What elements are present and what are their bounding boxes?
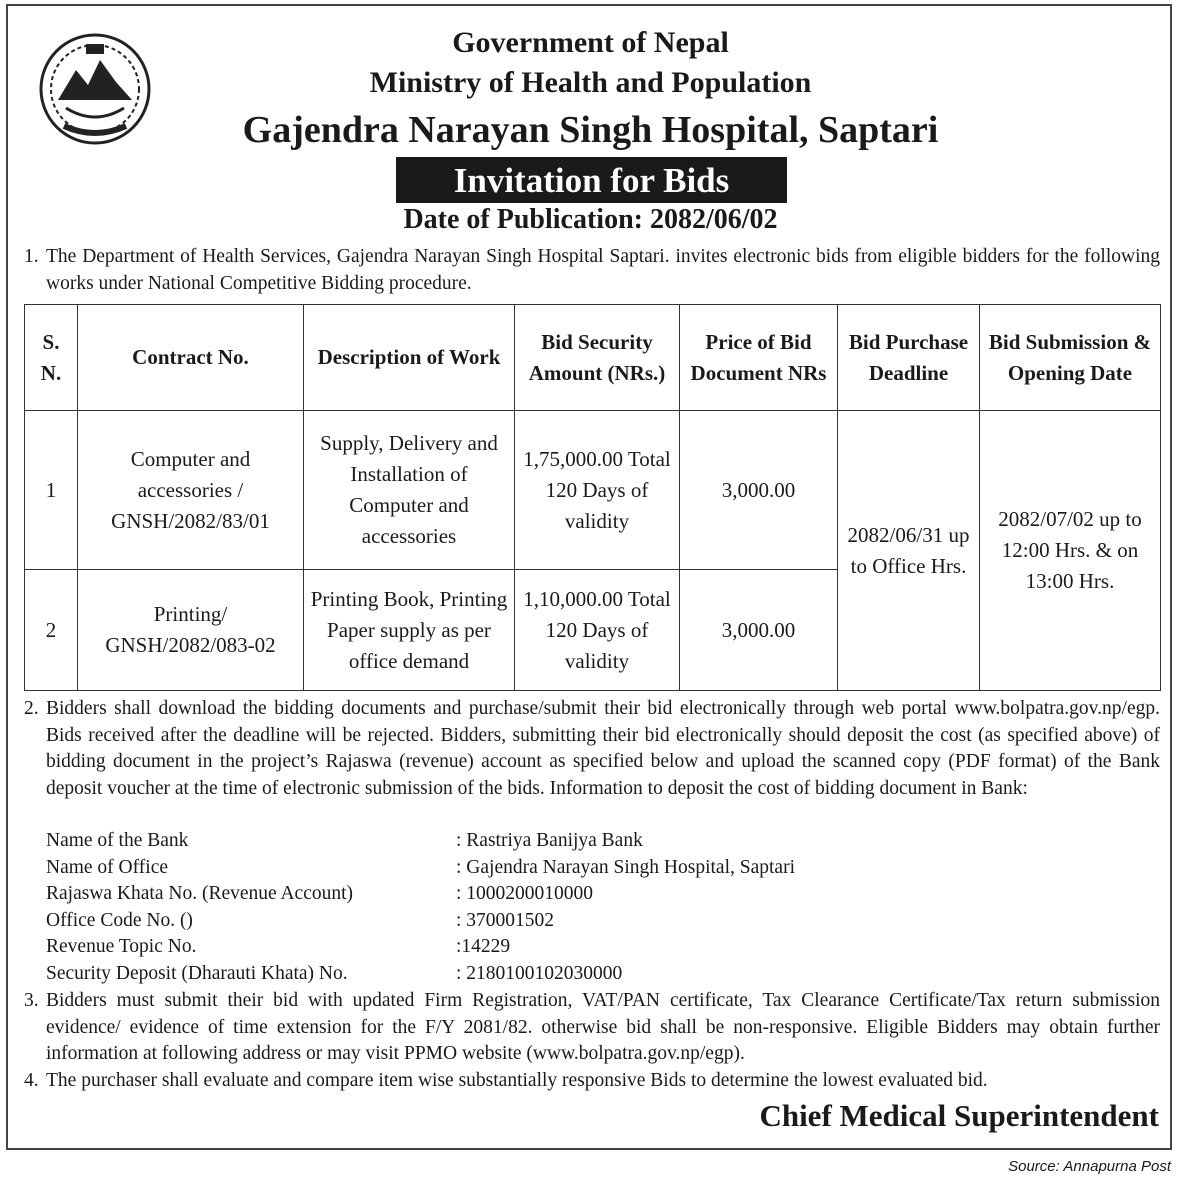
bank-value: : 370001502	[456, 909, 555, 931]
bank-value: : 1000200010000	[456, 883, 594, 905]
bidding-instructions	[24, 696, 1160, 802]
table-header-row	[25, 305, 1161, 411]
cell-price: 3,000.00	[680, 570, 838, 691]
header-purchase-deadline: Bid Purchase Deadline	[838, 305, 980, 411]
signature: Chief Medical Superintendent	[759, 1098, 1159, 1133]
intro-number: 1.	[24, 246, 39, 267]
cell-sn: 1	[25, 411, 78, 570]
bank-value: : Gajendra Narayan Singh Hospital, Saptari	[456, 856, 795, 878]
bank-value: :14229	[456, 936, 511, 958]
bank-value: : 2180100102030000	[456, 962, 623, 984]
para3-number: 3.	[24, 990, 39, 1011]
bids-table	[24, 304, 1161, 691]
cell-deadline: 2082/06/31 up to Office Hrs.	[838, 411, 980, 691]
evaluation-paragraph	[24, 1068, 1160, 1095]
cell-price: 3,000.00	[680, 411, 838, 570]
intro-paragraph	[24, 244, 1160, 297]
cell-security: 1,10,000.00 Total 120 Days of validity	[515, 570, 680, 691]
bank-label: Name of Office	[46, 856, 168, 878]
bank-label: Security Deposit (Dharauti Khata) No.	[46, 962, 348, 984]
bank-label: Office Code No. ()	[46, 909, 193, 931]
bank-row	[46, 828, 795, 855]
bank-label: Revenue Topic No.	[46, 936, 197, 958]
eligibility-paragraph	[24, 988, 1160, 1068]
hospital-heading: Gajendra Narayan Singh Hospital, Saptari	[242, 109, 939, 151]
para2-number: 2.	[24, 698, 39, 719]
notice-title: Invitation for Bids	[396, 157, 787, 203]
cell-description: Supply, Delivery and Installation of Computer and accessories	[304, 411, 515, 570]
header-submission-date: Bid Submission & Opening Date	[980, 305, 1161, 411]
bank-label: Name of the Bank	[46, 830, 189, 851]
cell-contract: Printing/ GNSH/2082/083-02	[78, 570, 304, 691]
cell-description: Printing Book, Printing Paper supply as per office demand	[304, 570, 515, 691]
bank-row	[46, 855, 795, 882]
cell-sn: 2	[25, 570, 78, 691]
bank-row	[46, 881, 795, 908]
government-heading: Government of Nepal	[452, 26, 729, 59]
table-row	[25, 411, 1161, 570]
header-description: Description of Work	[304, 305, 515, 411]
para2-text: Bidders shall download the bidding documents and purchase/submit their bid electronically through web portal www.bolpatra.gov.np/egp. Bids received after the deadline will be rejected. Bidders, submitting their bid electronically should deposit the cost (as specified above) of bidding document in the project’s Rajaswa (revenue) account as specified below and upload the scanned copy (PDF format) of the Bank deposit voucher at the time of electronic submission of the bids. Information to deposit the cost of bidding document in Bank:	[46, 698, 1160, 799]
ministry-heading: Ministry of Health and Population	[369, 66, 812, 99]
para4-text: The purchaser shall evaluate and compare item wise substantially responsive Bids to determine the lowest evaluated bid.	[46, 1070, 988, 1091]
bank-row	[46, 961, 795, 988]
header-bid-security: Bid Security Amount (NRs.)	[515, 305, 680, 411]
cell-security: 1,75,000.00 Total 120 Days of validity	[515, 411, 680, 570]
header-sn: S. N.	[25, 305, 78, 411]
header-price: Price of Bid Document NRs	[680, 305, 838, 411]
bank-label: Rajaswa Khata No. (Revenue Account)	[46, 883, 354, 905]
cell-contract: Computer and accessories / GNSH/2082/83/01	[78, 411, 304, 570]
publication-date: Date of Publication: 2082/06/02	[403, 204, 778, 235]
header-contract-no: Contract No.	[78, 305, 304, 411]
cell-opening: 2082/07/02 up to 12:00 Hrs. & on 13:00 Hrs.	[980, 411, 1161, 691]
source-credit: Source: Annapurna Post	[1008, 1158, 1171, 1175]
para4-number: 4.	[24, 1070, 39, 1091]
bank-row	[46, 908, 795, 935]
bank-value: : Rastriya Banijya Bank	[456, 830, 643, 851]
bank-row	[46, 934, 795, 961]
para3-text: Bidders must submit their bid with updated Firm Registration, VAT/PAN certificate, Tax Clearance Certificate/Tax return submission evidence/ evidence of time extension for the F/Y 2081/82. otherwise bid shall be non-responsive. Eligible Bidders may obtain further information at following address or may visit PPMO website (www.bolpatra.gov.np/egp).	[46, 990, 1160, 1064]
intro-text: The Department of Health Services, Gajendra Narayan Singh Hospital Saptari. invites electronic bids from eligible bidders for the following works under National Competitive Bidding procedure.	[46, 246, 1160, 294]
bank-details	[46, 828, 795, 988]
